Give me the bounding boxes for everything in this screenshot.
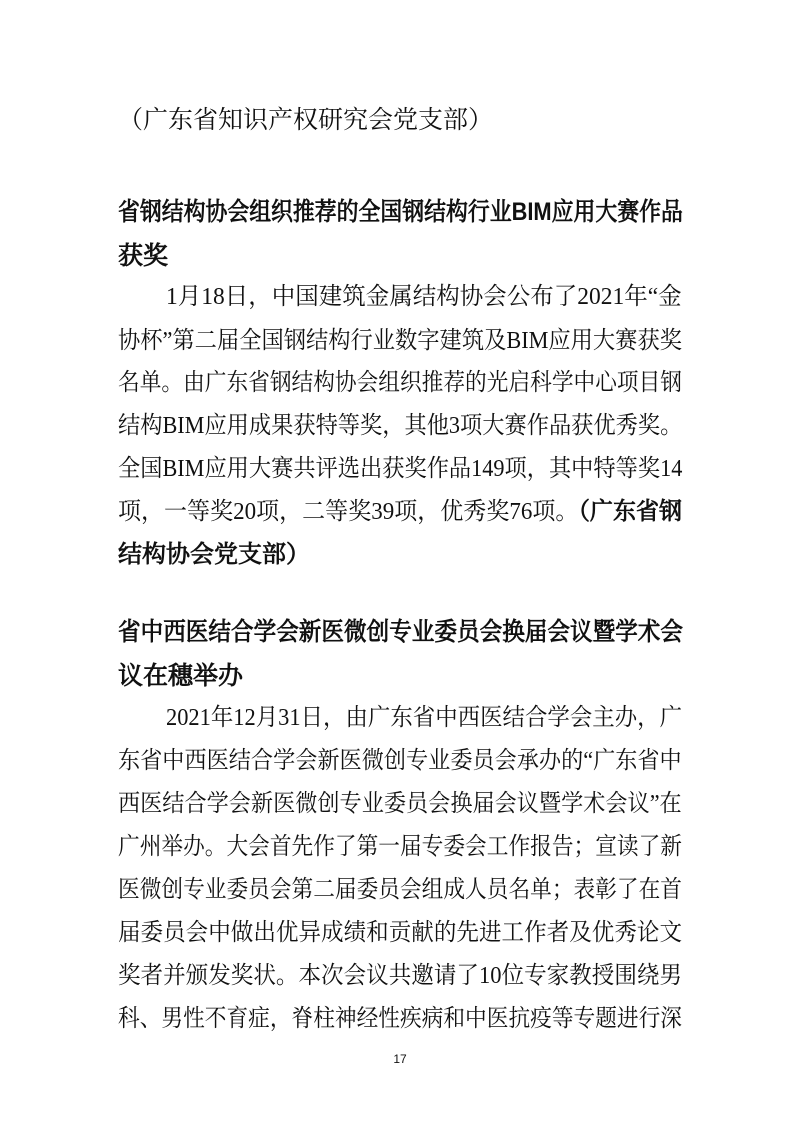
article-title-line: 省钢结构协会组织推荐的全国钢结构行业BIM应用大赛作品	[118, 198, 683, 226]
body-line: 西医结合学会新医微创专业委员会换届会议暨学术会议”在	[118, 791, 682, 817]
article-title-line: 议在穗举办	[118, 662, 244, 690]
body-text: 项，一等奖20项，二等奖39项，优秀奖76项。	[118, 499, 579, 525]
body-line: 结构BIM应用成果获特等奖，其他3项大赛作品获优秀奖。	[118, 413, 683, 439]
body-line: 1月18日，中国建筑金属结构协会公布了2021年“金	[166, 284, 682, 310]
body-line: 全国BIM应用大赛共评选出获奖作品149项，其中特等奖14	[118, 456, 683, 482]
body-line: 广州举办。大会首先作了第一届专委会工作报告；宣读了新	[118, 834, 682, 860]
body-line: 医微创专业委员会第二届委员会组成人员名单；表彰了在首	[118, 877, 682, 903]
body-line: 奖者并颁发奖状。本次会议共邀请了10位专家教授围绕男	[118, 963, 682, 989]
article-title-line: 获奖	[118, 242, 169, 270]
article-attribution: 结构协会党支部）	[118, 541, 310, 568]
body-line	[118, 491, 683, 526]
article-title-line: 省中西医结合学会新医微创专业委员会换届会议暨学术会	[118, 618, 684, 646]
previous-article-attribution: （广东省知识产权研究会党支部）	[118, 106, 494, 134]
body-line: 科、男性不育症，脊柱神经性疾病和中医抗疫等专题进行深	[118, 1006, 682, 1032]
attribution-text: （广东省钢	[578, 498, 683, 525]
body-line: 届委员会中做出优异成绩和贡献的先进工作者及优秀论文	[118, 920, 682, 946]
body-line: 名单。由广东省钢结构协会组织推荐的光启科学中心项目钢	[118, 370, 682, 396]
body-line: 2021年12月31日，由广东省中西医结合学会主办，广	[166, 705, 683, 731]
body-line: 东省中西医结合学会新医微创专业委员会承办的“广东省中	[118, 748, 682, 774]
page-number: 17	[393, 1052, 407, 1066]
body-line: 协杯”第二届全国钢结构行业数字建筑及BIM应用大赛获奖	[118, 328, 682, 354]
